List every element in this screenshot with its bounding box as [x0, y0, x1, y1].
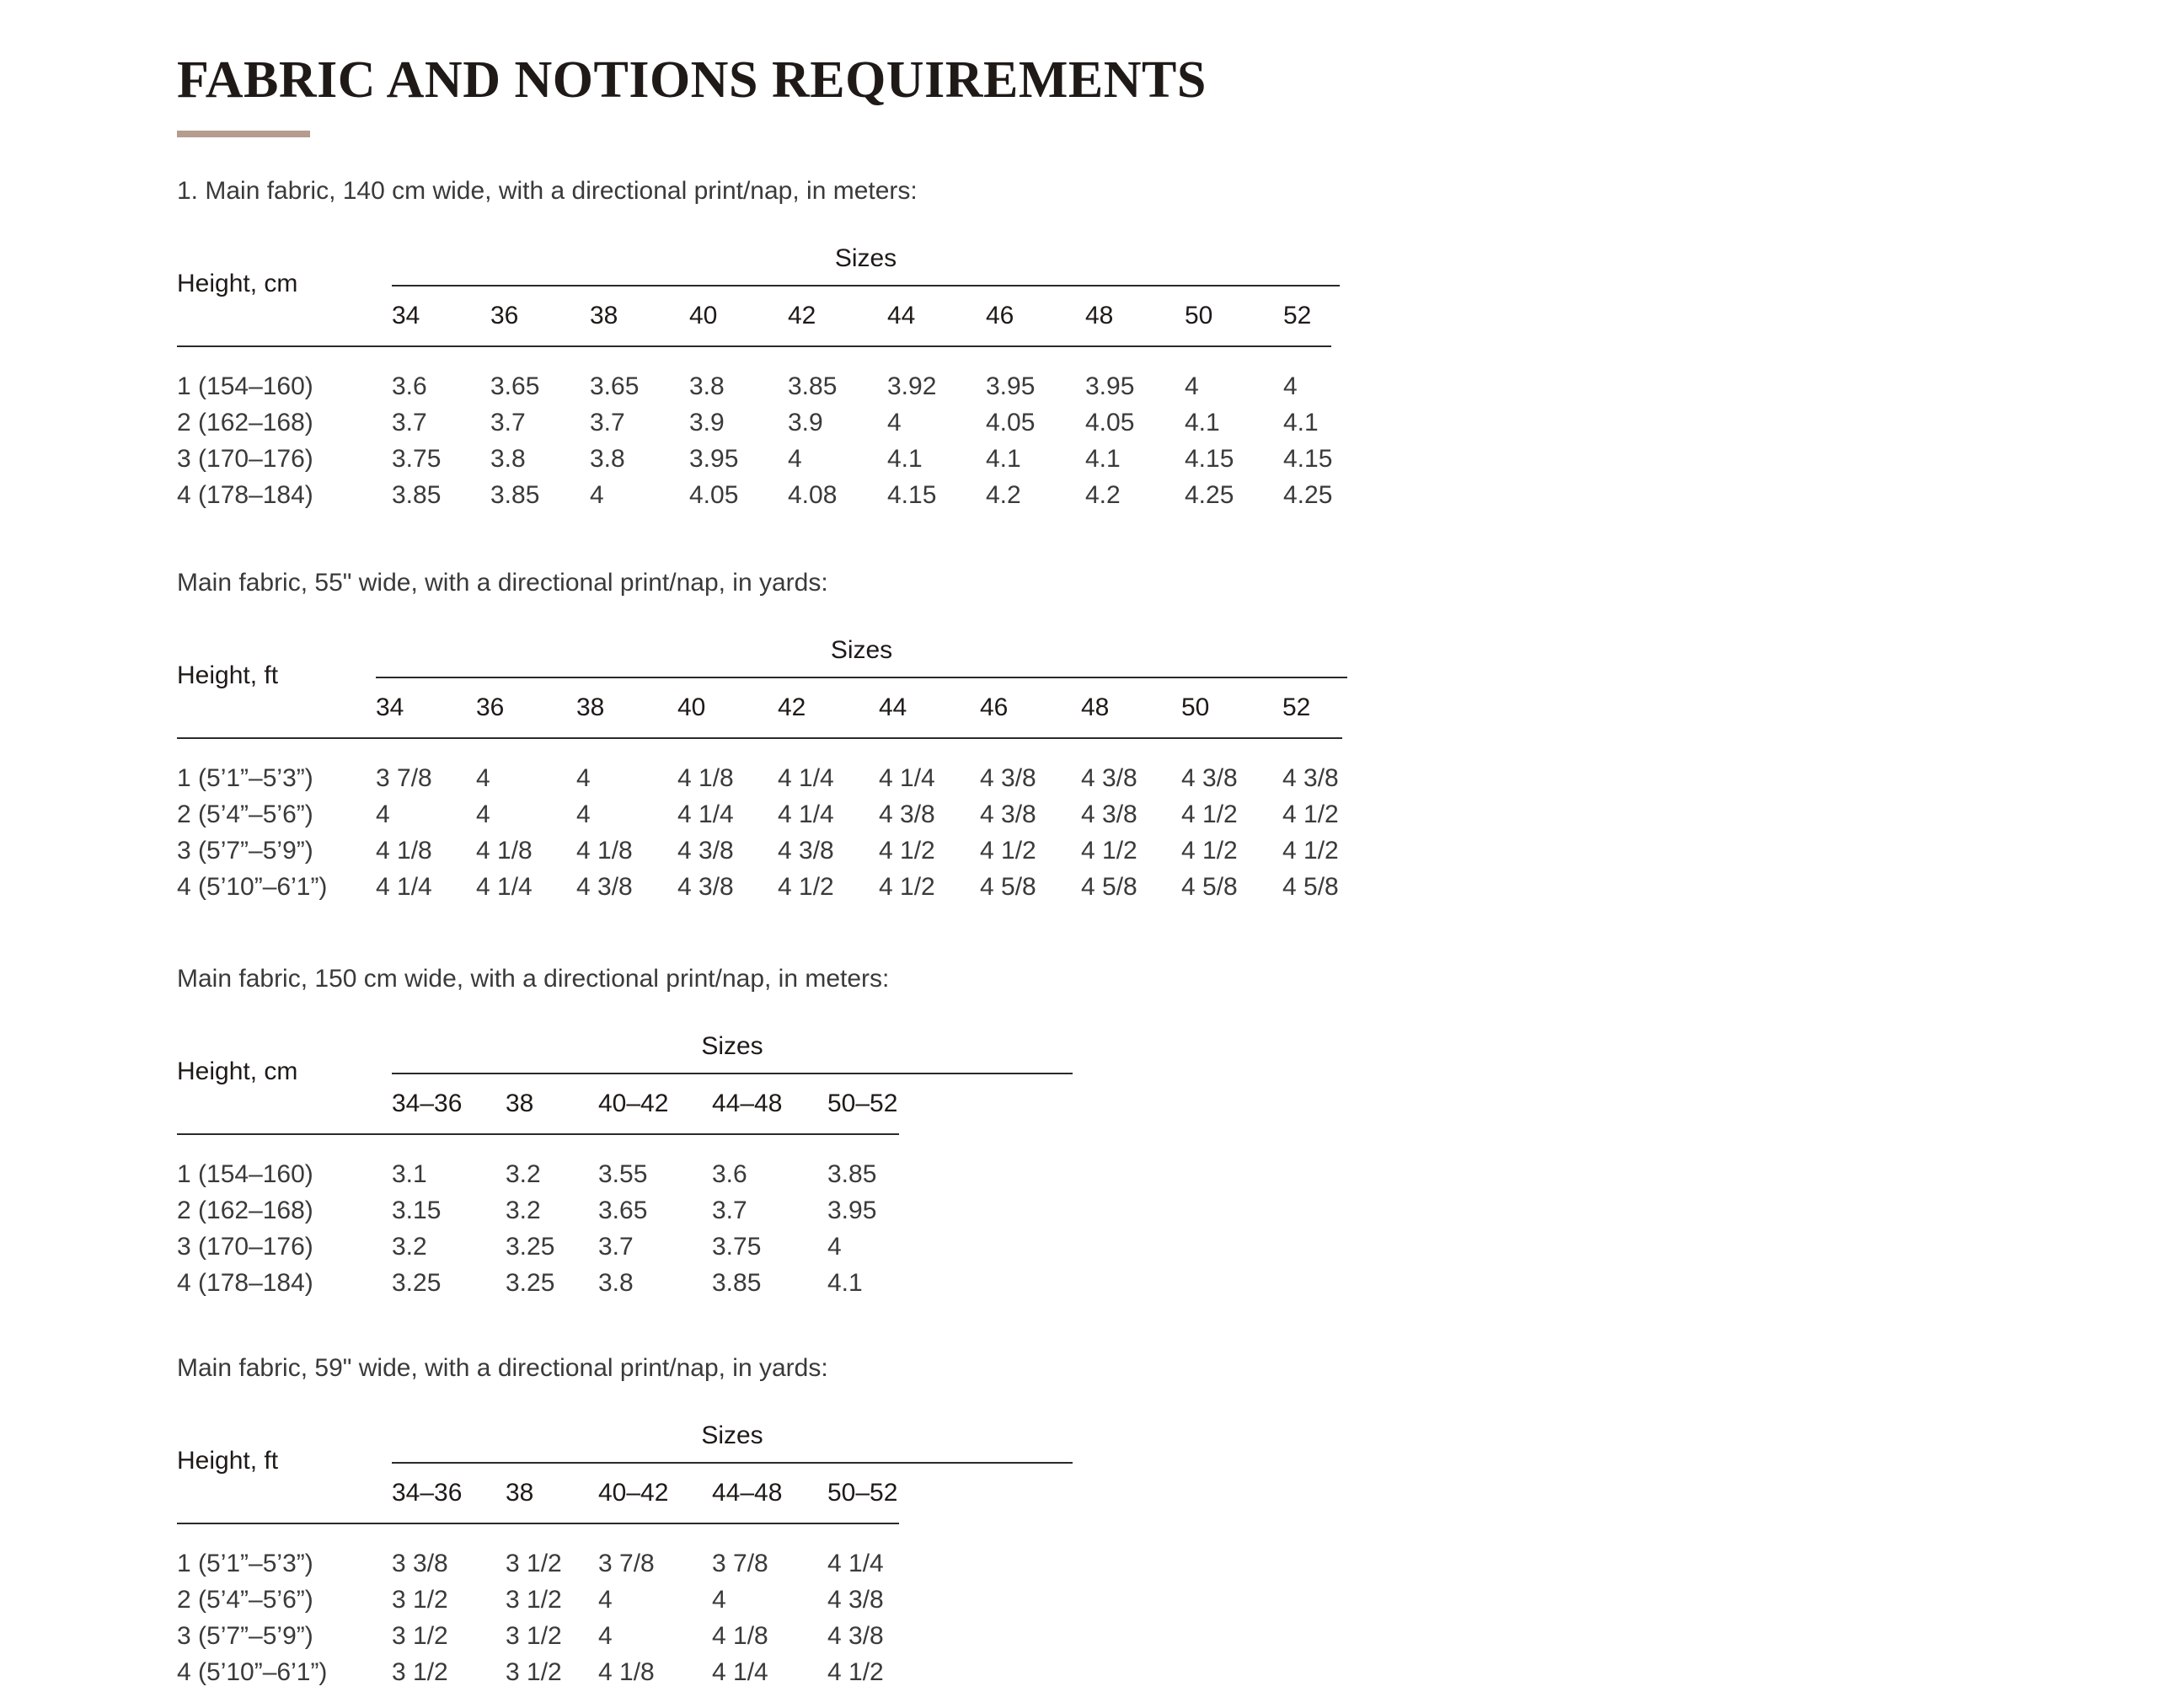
row-height-label: 3 (170–176)	[177, 1233, 313, 1261]
row-height-label: 1 (5’1”–5’3”)	[177, 764, 313, 792]
row-height-label: 4 (178–184)	[177, 481, 313, 509]
section-caption: Main fabric, 59" wide, with a directional print/nap, in yards:	[177, 1354, 828, 1382]
table-cell: 3.95	[1085, 372, 1135, 400]
size-column-header: 50	[1181, 693, 1210, 721]
size-column-header: 50	[1185, 302, 1213, 329]
table-cell: 3.7	[490, 409, 526, 436]
row-height-label: 2 (5’4”–5’6”)	[177, 1586, 313, 1614]
size-column-header: 46	[986, 302, 1014, 329]
size-column-header: 38	[506, 1479, 534, 1507]
table-cell: 4 1/2	[1081, 837, 1137, 865]
table-cell: 4 1/4	[712, 1658, 768, 1686]
table-cell: 4.15	[887, 481, 937, 509]
size-column-header: 34	[376, 693, 404, 721]
sizes-header: Sizes	[701, 1422, 763, 1449]
table-cell: 4.2	[986, 481, 1021, 509]
table-cell: 4 1/8	[476, 837, 533, 865]
size-column-header: 44	[887, 302, 916, 329]
table-cell: 4 3/8	[677, 873, 734, 901]
size-column-header: 48	[1085, 302, 1114, 329]
height-column-header: Height, ft	[177, 661, 279, 689]
height-column-header: Height, cm	[177, 270, 298, 297]
size-column-header: 40–42	[598, 1090, 669, 1117]
table-cell: 3.55	[598, 1160, 648, 1188]
table-cell: 4 1/2	[827, 1658, 884, 1686]
table-cell: 4 1/2	[1181, 837, 1238, 865]
table-cell: 4.05	[1085, 409, 1135, 436]
table-cell: 4	[1185, 372, 1199, 400]
table-cell: 3.95	[689, 445, 739, 473]
table-cell: 3.75	[392, 445, 442, 473]
table-cell: 4	[576, 764, 591, 792]
size-column-header: 40	[677, 693, 706, 721]
table-cell: 3 1/2	[506, 1658, 562, 1686]
table-cell: 4.25	[1283, 481, 1333, 509]
table-cell: 4	[827, 1233, 842, 1261]
table-cell: 3.25	[506, 1269, 555, 1297]
table-cell: 3.7	[598, 1233, 634, 1261]
table-cell: 3 3/8	[392, 1550, 448, 1577]
table-cell: 4	[598, 1622, 613, 1650]
table-cell: 3.65	[490, 372, 540, 400]
table-cell: 4 5/8	[1282, 873, 1339, 901]
table-cell: 4 1/8	[376, 837, 432, 865]
row-height-label: 4 (5’10”–6’1”)	[177, 1658, 328, 1686]
table-cell: 3.25	[506, 1233, 555, 1261]
size-column-header: 38	[506, 1090, 534, 1117]
table-cell: 4 3/8	[1081, 764, 1137, 792]
size-column-header: 44–48	[712, 1479, 783, 1507]
table-cell: 4 1/2	[1282, 837, 1339, 865]
section-caption: Main fabric, 150 cm wide, with a directional print/nap, in meters:	[177, 965, 890, 993]
table-cell: 4 1/2	[879, 873, 935, 901]
table-cell: 3.6	[392, 372, 427, 400]
row-height-label: 2 (5’4”–5’6”)	[177, 800, 313, 828]
table-cell: 4 5/8	[1181, 873, 1238, 901]
table-cell: 4	[887, 409, 902, 436]
table-cell: 3.65	[590, 372, 640, 400]
table-cell: 3.1	[392, 1160, 427, 1188]
size-column-header: 46	[980, 693, 1009, 721]
table-cell: 4 1/2	[1282, 800, 1339, 828]
header-divider	[177, 1133, 899, 1135]
table-cell: 4 3/8	[677, 837, 734, 865]
table-cell: 4 1/4	[879, 764, 935, 792]
table-cell: 4 3/8	[1181, 764, 1238, 792]
sizes-divider	[392, 285, 1340, 286]
size-column-header: 44	[879, 693, 907, 721]
header-divider	[177, 737, 1342, 739]
table-cell: 4 1/2	[980, 837, 1036, 865]
requirements-table	[177, 636, 1342, 909]
table-cell: 3.2	[392, 1233, 427, 1261]
table-cell: 4 1/4	[827, 1550, 884, 1577]
height-column-header: Height, cm	[177, 1057, 298, 1085]
row-height-label: 1 (154–160)	[177, 1160, 313, 1188]
table-cell: 3.2	[506, 1160, 541, 1188]
table-cell: 3 1/2	[392, 1622, 448, 1650]
table-cell: 4 3/8	[827, 1622, 884, 1650]
table-cell: 3 7/8	[376, 764, 432, 792]
table-cell: 3.95	[986, 372, 1036, 400]
title-underline	[177, 131, 310, 137]
table-cell: 3 7/8	[712, 1550, 768, 1577]
section-caption: Main fabric, 55" wide, with a directional print/nap, in yards:	[177, 569, 828, 597]
row-height-label: 1 (154–160)	[177, 372, 313, 400]
table-cell: 3.92	[887, 372, 937, 400]
table-cell: 3.15	[392, 1197, 442, 1224]
size-column-header: 50–52	[827, 1090, 898, 1117]
table-cell: 4	[476, 800, 490, 828]
section-caption: 1. Main fabric, 140 cm wide, with a directional print/nap, in meters:	[177, 177, 918, 205]
table-cell: 4 1/2	[1181, 800, 1238, 828]
table-cell: 4.15	[1283, 445, 1333, 473]
sizes-divider	[392, 1462, 1073, 1464]
table-cell: 4	[788, 445, 802, 473]
table-cell: 3 1/2	[392, 1586, 448, 1614]
table-cell: 4 3/8	[1282, 764, 1339, 792]
sizes-header: Sizes	[830, 636, 893, 664]
row-height-label: 3 (170–176)	[177, 445, 313, 473]
size-column-header: 52	[1282, 693, 1311, 721]
table-cell: 4.08	[788, 481, 838, 509]
table-cell: 4.05	[689, 481, 739, 509]
table-cell: 4	[712, 1586, 726, 1614]
table-cell: 4	[598, 1586, 613, 1614]
table-cell: 4 3/8	[827, 1586, 884, 1614]
sizes-divider	[376, 677, 1347, 678]
table-cell: 4	[576, 800, 591, 828]
table-cell: 4 3/8	[576, 873, 633, 901]
table-cell: 4.2	[1085, 481, 1121, 509]
table-cell: 4 1/2	[778, 873, 834, 901]
table-cell: 4 1/2	[879, 837, 935, 865]
table-cell: 3.9	[689, 409, 725, 436]
table-cell: 3 1/2	[506, 1622, 562, 1650]
table-cell: 3 1/2	[506, 1586, 562, 1614]
size-column-header: 48	[1081, 693, 1110, 721]
table-cell: 3.85	[490, 481, 540, 509]
size-column-header: 52	[1283, 302, 1312, 329]
size-column-header: 36	[476, 693, 505, 721]
size-column-header: 34–36	[392, 1479, 463, 1507]
table-cell: 4.25	[1185, 481, 1234, 509]
row-height-label: 4 (5’10”–6’1”)	[177, 873, 328, 901]
table-cell: 3.85	[392, 481, 442, 509]
row-height-label: 2 (162–168)	[177, 1197, 313, 1224]
sizes-divider	[392, 1073, 1073, 1074]
row-height-label: 2 (162–168)	[177, 409, 313, 436]
table-cell: 4 3/8	[879, 800, 935, 828]
table-cell: 3.8	[598, 1269, 634, 1297]
table-cell: 3.85	[827, 1160, 877, 1188]
row-height-label: 4 (178–184)	[177, 1269, 313, 1297]
height-column-header: Height, ft	[177, 1447, 279, 1475]
table-cell: 3.65	[598, 1197, 648, 1224]
size-column-header: 40–42	[598, 1479, 669, 1507]
size-column-header: 44–48	[712, 1090, 783, 1117]
table-cell: 3.8	[590, 445, 625, 473]
table-cell: 4	[590, 481, 604, 509]
table-cell: 4 1/8	[677, 764, 734, 792]
table-cell: 4 3/8	[980, 800, 1036, 828]
table-cell: 4	[376, 800, 390, 828]
table-cell: 3.75	[712, 1233, 762, 1261]
size-column-header: 38	[576, 693, 605, 721]
table-cell: 4 1/4	[476, 873, 533, 901]
size-column-header: 50–52	[827, 1479, 898, 1507]
table-cell: 4.1	[1085, 445, 1121, 473]
table-cell: 3.95	[827, 1197, 877, 1224]
size-column-header: 36	[490, 302, 519, 329]
table-cell: 4.1	[887, 445, 923, 473]
table-cell: 3.2	[506, 1197, 541, 1224]
table-cell: 4.15	[1185, 445, 1234, 473]
table-cell: 3.7	[590, 409, 625, 436]
table-cell: 4	[1283, 372, 1298, 400]
table-cell: 4 3/8	[778, 837, 834, 865]
table-cell: 4.1	[827, 1269, 863, 1297]
table-cell: 4 1/4	[778, 764, 834, 792]
table-cell: 4 1/4	[677, 800, 734, 828]
table-cell: 4.05	[986, 409, 1036, 436]
size-column-header: 38	[590, 302, 618, 329]
table-cell: 4 5/8	[1081, 873, 1137, 901]
table-cell: 3.85	[712, 1269, 762, 1297]
table-cell: 4.1	[1283, 409, 1319, 436]
sizes-header: Sizes	[701, 1032, 763, 1060]
size-column-header: 34	[392, 302, 420, 329]
requirements-table	[177, 1422, 899, 1695]
size-column-header: 42	[778, 693, 806, 721]
header-divider	[177, 1523, 899, 1524]
table-cell: 4 1/4	[778, 800, 834, 828]
row-height-label: 3 (5’7”–5’9”)	[177, 1622, 313, 1650]
table-cell: 3.7	[712, 1197, 747, 1224]
table-cell: 3 1/2	[392, 1658, 448, 1686]
table-cell: 4 3/8	[1081, 800, 1137, 828]
table-cell: 4	[476, 764, 490, 792]
page-title: FABRIC AND NOTIONS REQUIREMENTS	[177, 51, 1207, 109]
table-cell: 3.8	[689, 372, 725, 400]
table-cell: 4 1/8	[712, 1622, 768, 1650]
requirements-table	[177, 244, 1331, 517]
table-cell: 4 1/4	[376, 873, 432, 901]
size-column-header: 42	[788, 302, 816, 329]
table-cell: 4 3/8	[980, 764, 1036, 792]
row-height-label: 3 (5’7”–5’9”)	[177, 837, 313, 865]
table-cell: 3 7/8	[598, 1550, 655, 1577]
table-cell: 3.7	[392, 409, 427, 436]
table-cell: 3.25	[392, 1269, 442, 1297]
table-cell: 3.6	[712, 1160, 747, 1188]
table-cell: 4.1	[986, 445, 1021, 473]
table-cell: 3 1/2	[506, 1550, 562, 1577]
header-divider	[177, 345, 1331, 347]
table-cell: 4 1/8	[576, 837, 633, 865]
row-height-label: 1 (5’1”–5’3”)	[177, 1550, 313, 1577]
requirements-table	[177, 1032, 899, 1305]
table-cell: 3.8	[490, 445, 526, 473]
table-cell: 4.1	[1185, 409, 1220, 436]
table-cell: 4 1/8	[598, 1658, 655, 1686]
size-column-header: 40	[689, 302, 718, 329]
size-column-header: 34–36	[392, 1090, 463, 1117]
sizes-header: Sizes	[834, 244, 897, 272]
table-cell: 3.85	[788, 372, 838, 400]
table-cell: 3.9	[788, 409, 823, 436]
table-cell: 4 5/8	[980, 873, 1036, 901]
